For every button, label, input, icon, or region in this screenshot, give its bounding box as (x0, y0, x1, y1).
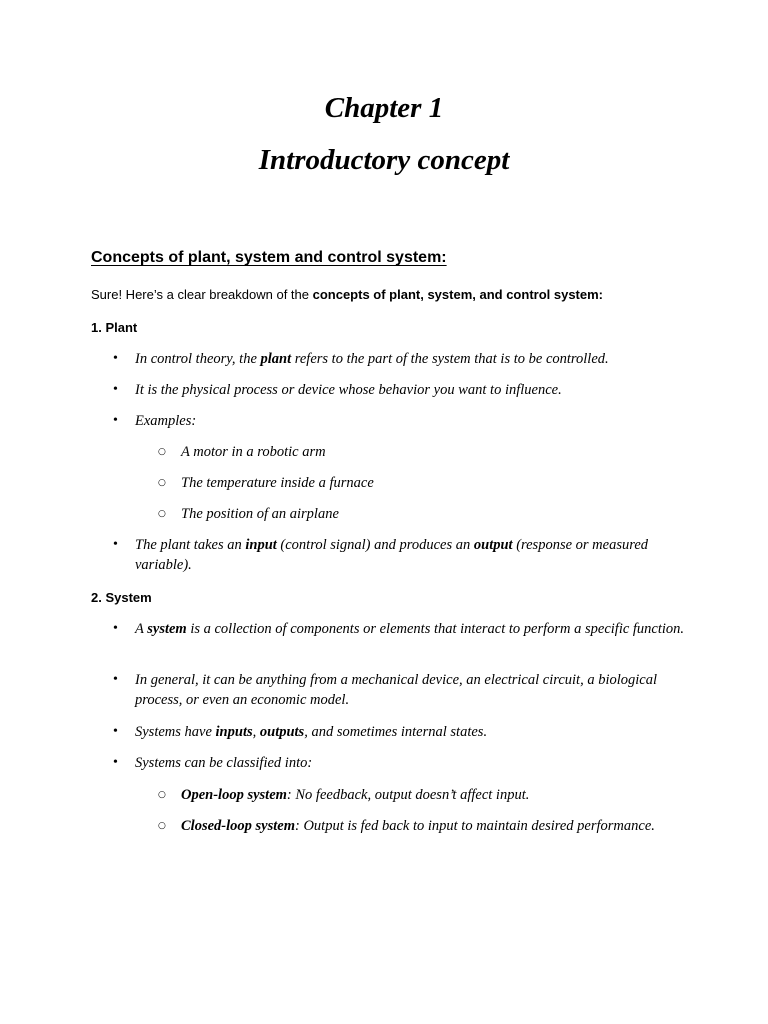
plant-b4-post: (response or measured variable). (135, 537, 649, 573)
plant-b4-bold-output: output (473, 537, 513, 553)
system-b3-mid: , (252, 724, 260, 740)
system-bullet-1 (135, 619, 695, 639)
open-loop-item (181, 785, 701, 805)
open-loop-bold: Open-loop system (181, 787, 287, 803)
plant-heading: 1. Plant (91, 320, 138, 335)
plant-bullet-3: Examples: (135, 413, 197, 429)
system-b1-pre: A (135, 621, 148, 637)
closed-loop-text: : Output is fed back to input to maintain desired performance. (294, 818, 655, 834)
plant-b4-bold-input: input (245, 537, 277, 553)
chapter-title: Introductory concept (258, 144, 510, 176)
plant-b4-pre: The plant takes an (135, 537, 246, 553)
bullet-dot: • (113, 672, 118, 687)
plant-b4-mid: (control signal) and produces an (276, 537, 474, 553)
closed-loop-bold: Closed-loop system (181, 818, 295, 834)
sub-bullet-circle: ○ (158, 478, 166, 488)
system-bullet-2: In general, it can be anything from a mechanical device, an electrical circuit, a biological process, or even an economic model. (135, 672, 657, 708)
system-b3-bold-outputs: outputs (259, 724, 305, 740)
intro-paragraph (91, 287, 603, 302)
bullet-dot: • (113, 537, 118, 552)
bullet-dot: • (113, 382, 118, 397)
closed-loop-item (181, 816, 701, 836)
intro-text: Sure! Here’s a clear breakdown of the (91, 287, 313, 302)
plant-b1-pre: In control theory, the (135, 351, 261, 367)
plant-b1-bold: plant (260, 351, 292, 367)
sub-bullet-circle: ○ (158, 790, 166, 800)
sub-bullet-circle: ○ (158, 447, 166, 457)
bullet-dot: • (113, 755, 118, 770)
open-loop-text: : No feedback, output doesn’t affect input. (286, 787, 530, 803)
plant-bullet-2: It is the physical process or device whose behavior you want to influence. (135, 382, 562, 398)
system-b3-post: , and sometimes internal states. (304, 724, 488, 740)
system-bullet-4: Systems can be classified into: (135, 755, 313, 771)
sub-bullet-circle: ○ (158, 509, 166, 519)
plant-example-2: The temperature inside a furnace (181, 475, 374, 491)
plant-b1-post: refers to the part of the system that is to be controlled. (291, 351, 609, 367)
bullet-dot: • (113, 351, 118, 366)
chapter-number: Chapter 1 (324, 92, 444, 124)
system-b3-pre: Systems have (135, 724, 216, 740)
intro-bold-text: concepts of plant, system, and control system: (312, 287, 604, 302)
sub-bullet-circle: ○ (158, 821, 166, 831)
system-b1-bold: system (147, 621, 187, 637)
plant-example-1: A motor in a robotic arm (181, 444, 326, 460)
system-bullet-3 (135, 722, 695, 742)
plant-example-3: The position of an airplane (181, 506, 339, 522)
bullet-dot: • (113, 724, 118, 739)
system-b3-bold-inputs: inputs (215, 724, 253, 740)
system-heading: 2. System (91, 590, 152, 605)
bullet-dot: • (113, 413, 118, 428)
section-heading: Concepts of plant, system and control system: (91, 249, 447, 266)
plant-bullet-4 (135, 535, 695, 575)
system-b1-post: is a collection of components or elements that interact to perform a specific function. (186, 621, 685, 637)
bullet-dot: • (113, 621, 118, 636)
plant-bullet-1 (135, 349, 695, 369)
